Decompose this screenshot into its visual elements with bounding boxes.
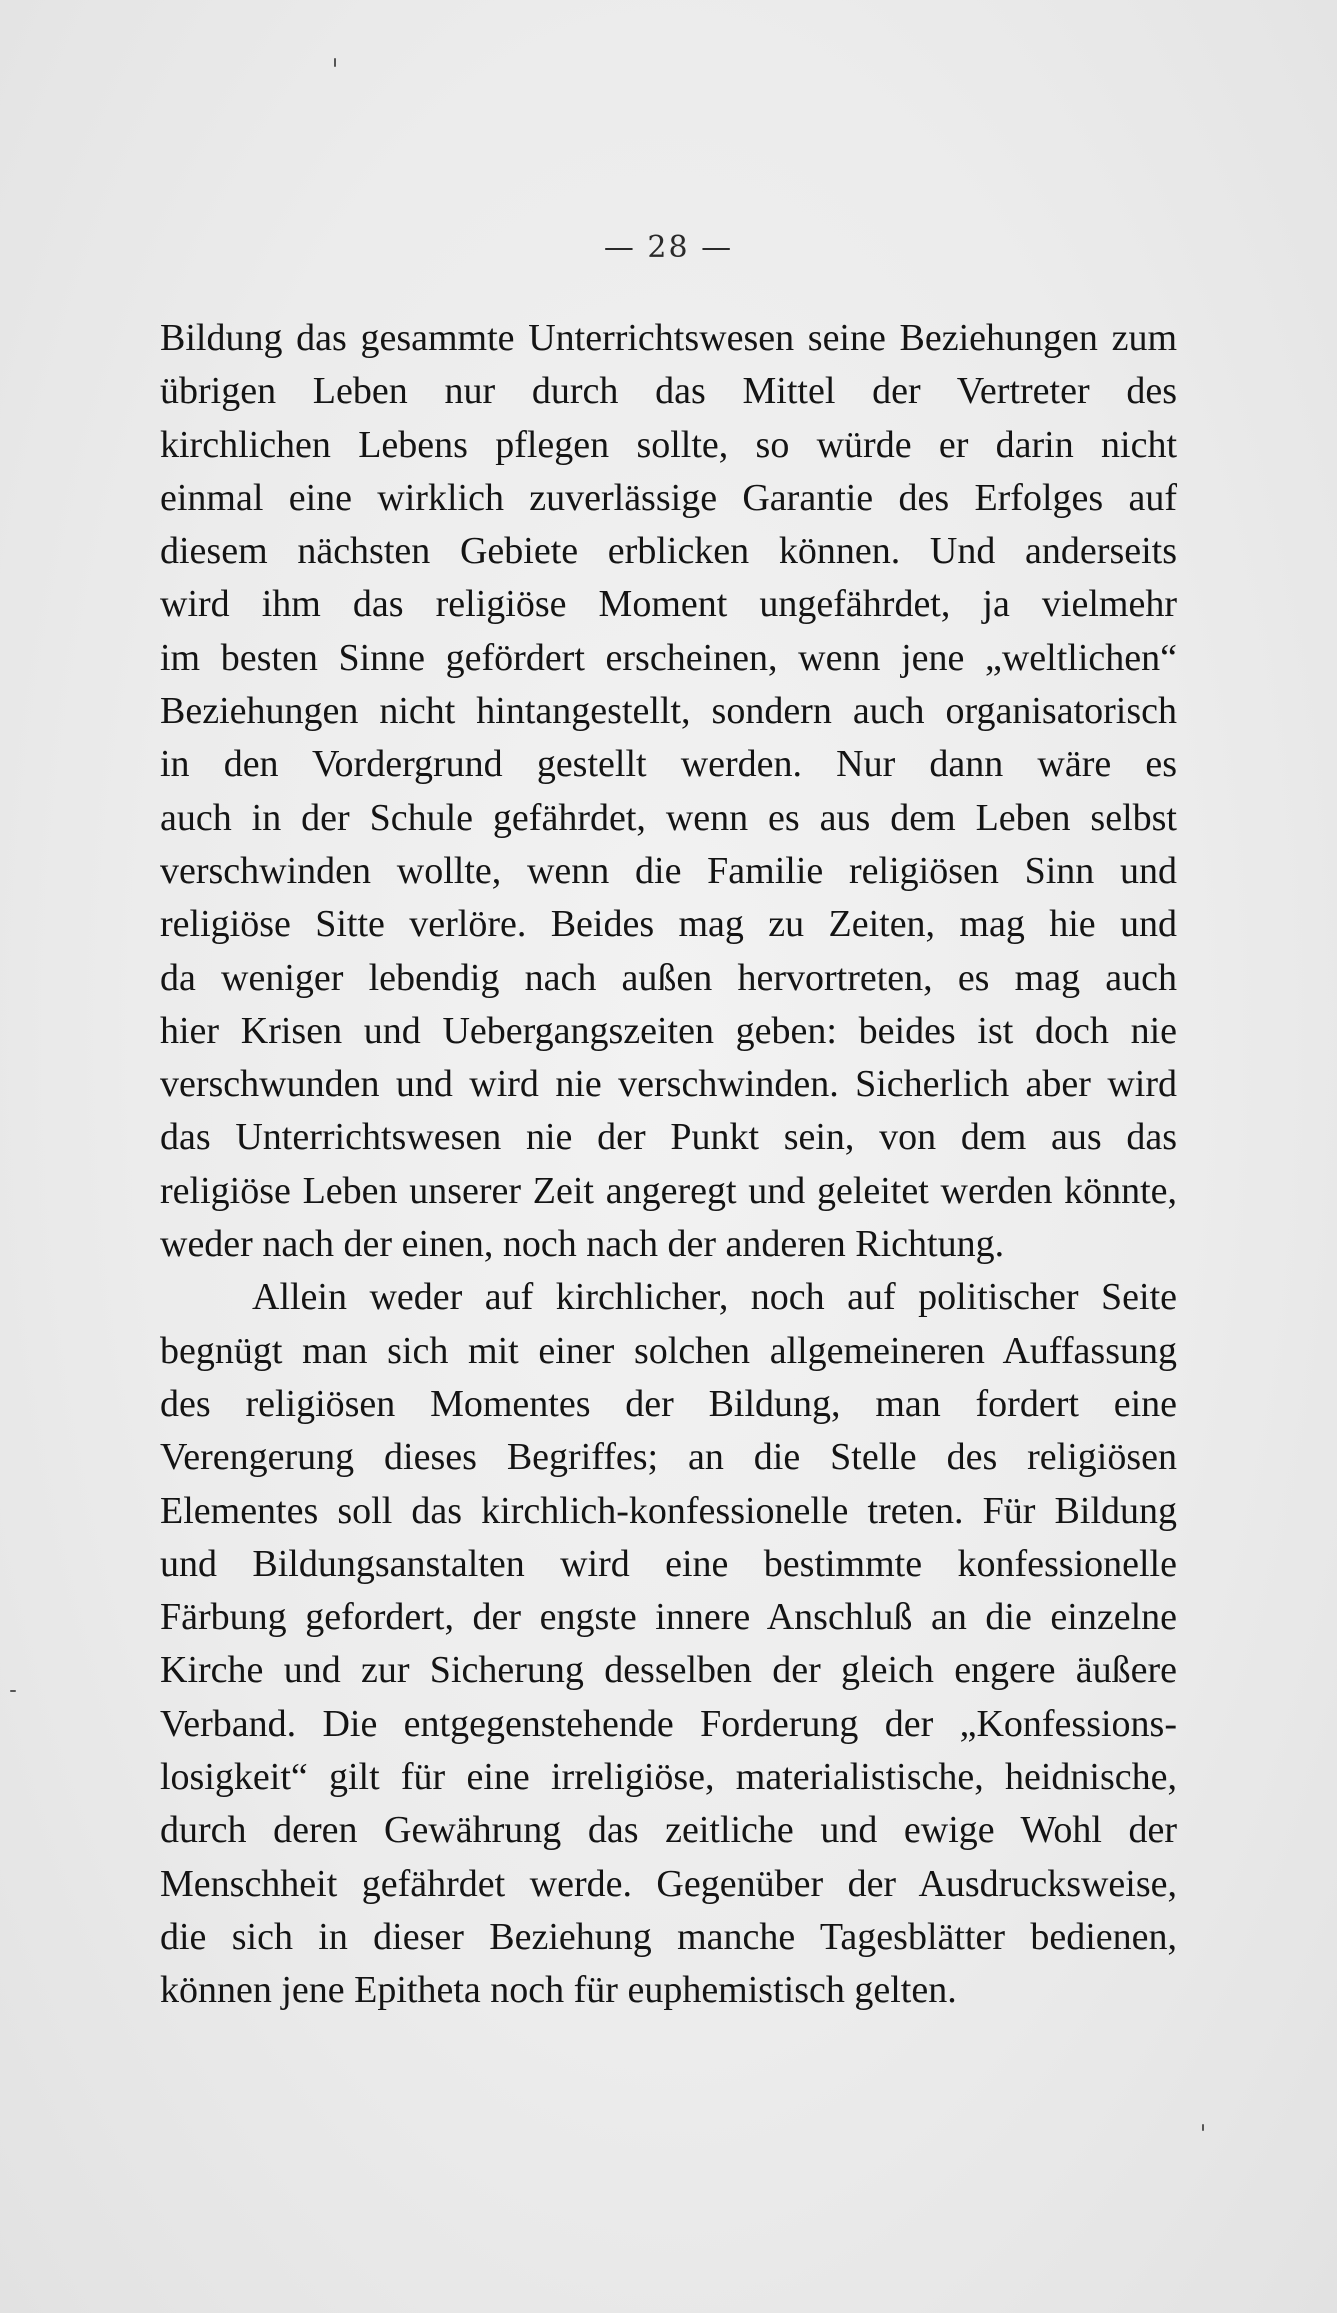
text-line: durch deren Gewährung das zeitliche und ewige Wohl der — [160, 1809, 1177, 1852]
page-number: — 28 — — [603, 230, 734, 265]
text-line: Kirche und zur Sicherung desselben der gleich engere äußere — [160, 1649, 1177, 1692]
text-line: diesem nächsten Gebiete erblicken können. Und anderseits — [160, 530, 1177, 573]
text-line: im besten Sinne gefördert erscheinen, wenn jene „weltlichen“ — [160, 636, 1177, 679]
text-line: in den Vordergrund gestellt werden. Nur dann wäre es — [160, 743, 1177, 786]
text-line: Menschheit gefährdet werde. Gegenüber der Ausdrucksweise, — [160, 1862, 1177, 1905]
paragraph-end-line: weder nach der einen, noch nach der anderen Richtung. — [160, 1223, 1005, 1266]
text-line: losigkeit“ gilt für eine irreligiöse, materialistische, heidnische, — [160, 1756, 1177, 1799]
text-line: wird ihm das religiöse Moment ungefährdet, ja vielmehr — [160, 583, 1177, 626]
text-line: einmal eine wirklich zuverlässige Garantie des Erfolges auf — [160, 476, 1177, 519]
text-line: Beziehungen nicht hintangestellt, sondern auch organisatorisch — [160, 690, 1177, 733]
text-line: Elementes soll das kirchlich-konfessionelle treten. Für Bildung — [160, 1489, 1177, 1532]
text-line: Färbung gefordert, der engste innere Anschluß an die einzelne — [160, 1596, 1177, 1639]
text-line: verschwunden und wird nie verschwinden. Sicherlich aber wird — [160, 1063, 1177, 1106]
text-line: kirchlichen Lebens pflegen sollte, so würde er darin nicht — [160, 423, 1177, 466]
text-line: Verband. Die entgegenstehende Forderung der „Konfessions- — [160, 1702, 1177, 1745]
text-line: religiöse Sitte verlöre. Beides mag zu Zeiten, mag hie und — [160, 903, 1177, 946]
paragraph-start-line: Allein weder auf kirchlicher, noch auf politischer Seite — [252, 1276, 1177, 1319]
text-line: übrigen Leben nur durch das Mittel der Vertreter des — [160, 370, 1177, 413]
text-line: die sich in dieser Beziehung manche Tagesblätter bedienen, — [160, 1915, 1177, 1958]
paper-speck — [1202, 2124, 1204, 2131]
paper-speck — [10, 1690, 16, 1692]
text-line: Verengerung dieses Begriffes; an die Stelle des religiösen — [160, 1436, 1177, 1479]
text-line: verschwinden wollte, wenn die Familie religiösen Sinn und — [160, 849, 1177, 892]
text-line: das Unterrichtswesen nie der Punkt sein, von dem aus das — [160, 1116, 1177, 1159]
text-line: hier Krisen und Uebergangszeiten geben: beides ist doch nie — [160, 1009, 1177, 1052]
text-line: begnügt man sich mit einer solchen allgemeineren Auffassung — [160, 1329, 1177, 1372]
body-text — [160, 312, 1177, 2018]
text-line: des religiösen Momentes der Bildung, man fordert eine — [160, 1382, 1177, 1425]
text-line: Bildung das gesammte Unterrichtswesen seine Beziehungen zum — [160, 317, 1177, 359]
text-line: religiöse Leben unserer Zeit angeregt und geleitet werden könnte, — [160, 1169, 1177, 1212]
paragraph-end-line: können jene Epitheta noch für euphemistisch gelten. — [160, 1969, 957, 2012]
text-line: auch in der Schule gefährdet, wenn es aus dem Leben selbst — [160, 796, 1177, 839]
text-line: da weniger lebendig nach außen hervortreten, es mag auch — [160, 956, 1177, 999]
text-line: und Bildungsanstalten wird eine bestimmte konfessionelle — [160, 1542, 1177, 1585]
paper-speck — [334, 58, 336, 67]
